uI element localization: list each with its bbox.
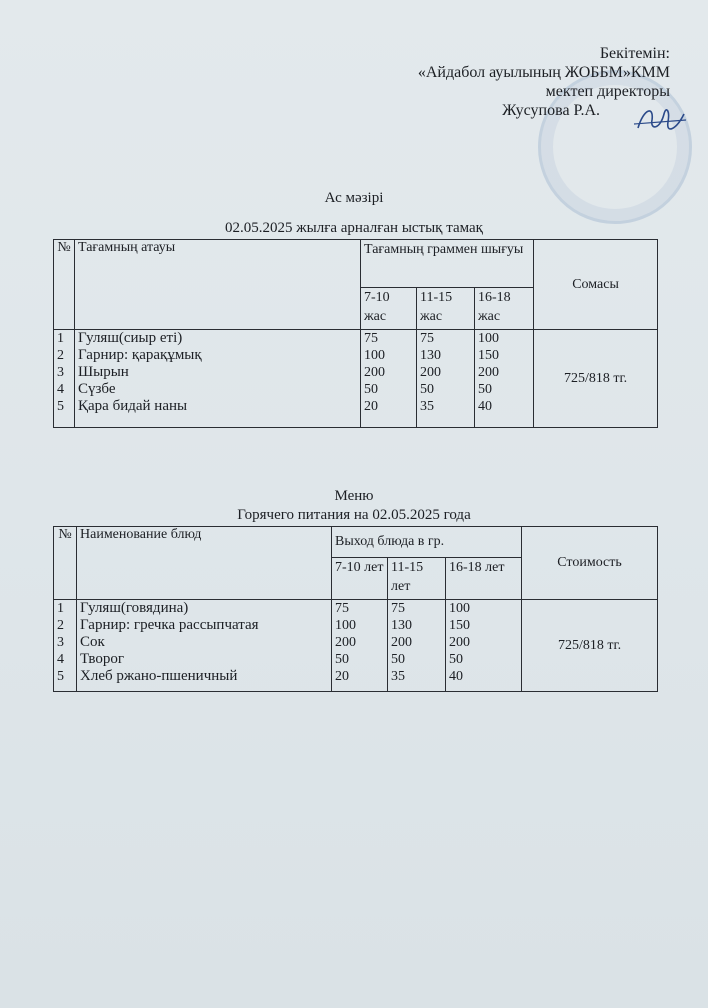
portion-value: 130: [391, 618, 412, 633]
portion-value: 35: [420, 399, 434, 414]
dish-name: Сүзбе: [78, 381, 116, 397]
dish-name: Сок: [80, 634, 105, 650]
ru-header-num: №: [54, 527, 77, 600]
dish-name: Творог: [80, 651, 125, 667]
ru-header-age-16-18: 16-18 лет: [446, 558, 522, 600]
kz-header-price: Сомасы: [534, 240, 658, 330]
portion-value: 130: [420, 348, 441, 363]
portion-value: 100: [449, 601, 470, 616]
portion-value: 50: [478, 382, 492, 397]
portion-value: 50: [364, 382, 378, 397]
kz-header-age-7-10: 7-10 жас: [361, 288, 417, 330]
ru-dish-column: [77, 600, 332, 692]
portion-value: 20: [364, 399, 378, 414]
approval-line-1: Бекітемін:: [599, 45, 670, 62]
row-number: 3: [57, 365, 64, 380]
kz-age-16-18-column: [475, 330, 534, 428]
kz-header-num: №: [54, 240, 75, 330]
portion-value: 75: [391, 601, 405, 616]
dish-name: Гарнир: қарақұмық: [78, 347, 202, 363]
portion-value: 40: [449, 669, 463, 684]
dish-name: Қара бидай наны: [78, 398, 188, 414]
portion-value: 75: [335, 601, 349, 616]
kz-header-yield: Тағамның граммен шығуы: [361, 240, 534, 288]
portion-value: 100: [364, 348, 385, 363]
portion-value: 40: [478, 399, 492, 414]
row-number: 5: [57, 399, 64, 414]
portion-value: 75: [420, 331, 434, 346]
ru-age-16-18-column: [446, 600, 522, 692]
kz-menu-table: [53, 239, 658, 428]
ru-header-name: Наименование блюд: [77, 527, 332, 600]
kz-price: 725/818 тг.: [534, 330, 658, 428]
approval-line-4: Жусупова Р.А.: [502, 102, 600, 119]
ru-price: 725/818 тг.: [522, 600, 658, 692]
kz-menu-title: Ас мәзірі: [324, 190, 384, 206]
portion-value: 200: [478, 365, 499, 380]
kz-number-column: [54, 330, 75, 428]
portion-value: 200: [391, 635, 412, 650]
ru-age-11-15-column: [388, 600, 446, 692]
kz-header-name: Тағамның атауы: [75, 240, 361, 330]
portion-value: 50: [420, 382, 434, 397]
portion-value: 200: [420, 365, 441, 380]
portion-value: 100: [335, 618, 356, 633]
portion-value: 150: [478, 348, 499, 363]
signature: [630, 100, 690, 140]
row-number: 2: [57, 618, 64, 633]
kz-age-11-15-column: [417, 330, 475, 428]
kz-header-age-16-18: 16-18 жас: [475, 288, 534, 330]
portion-value: 100: [478, 331, 499, 346]
row-number: 1: [57, 601, 64, 616]
portion-value: 50: [449, 652, 463, 667]
portion-value: 200: [335, 635, 356, 650]
row-number: 1: [57, 331, 64, 346]
dish-name: Шырын: [78, 364, 129, 380]
ru-header-yield: Выход блюда в гр.: [332, 527, 522, 558]
portion-value: 35: [391, 669, 405, 684]
kz-menu-subtitle: 02.05.2025 жылға арналған ыстық тамақ: [225, 220, 483, 236]
approval-line-3: мектеп директоры: [545, 83, 670, 100]
ru-header-age-7-10: 7-10 лет: [332, 558, 388, 600]
row-number: 5: [57, 669, 64, 684]
ru-header-age-11-15: 11-15 лет: [388, 558, 446, 600]
portion-value: 150: [449, 618, 470, 633]
ru-age-7-10-column: [332, 600, 388, 692]
portion-value: 200: [449, 635, 470, 650]
row-number: 4: [57, 382, 64, 397]
kz-age-7-10-column: [361, 330, 417, 428]
portion-value: 50: [335, 652, 349, 667]
ru-menu-table: [53, 526, 658, 692]
row-number: 4: [57, 652, 64, 667]
portion-value: 50: [391, 652, 405, 667]
row-number: 2: [57, 348, 64, 363]
ru-menu-subtitle: Горячего питания на 02.05.2025 года: [237, 507, 471, 523]
portion-value: 200: [364, 365, 385, 380]
dish-name: Гарнир: гречка рассыпчатая: [80, 617, 259, 633]
ru-menu-title: Меню: [334, 488, 374, 504]
dish-name: Гуляш(говядина): [80, 600, 189, 616]
portion-value: 20: [335, 669, 349, 684]
dish-name: Гуляш(сиыр еті): [78, 330, 183, 346]
kz-header-age-11-15: 11-15 жас: [417, 288, 475, 330]
row-number: 3: [57, 635, 64, 650]
ru-header-price: Стоимость: [522, 527, 658, 600]
kz-dish-column: [75, 330, 361, 428]
portion-value: 75: [364, 331, 378, 346]
approval-line-2: «Айдабол ауылының ЖОББМ»КММ: [417, 64, 670, 81]
ru-number-column: [54, 600, 77, 692]
dish-name: Хлеб ржано-пшеничный: [80, 668, 238, 684]
